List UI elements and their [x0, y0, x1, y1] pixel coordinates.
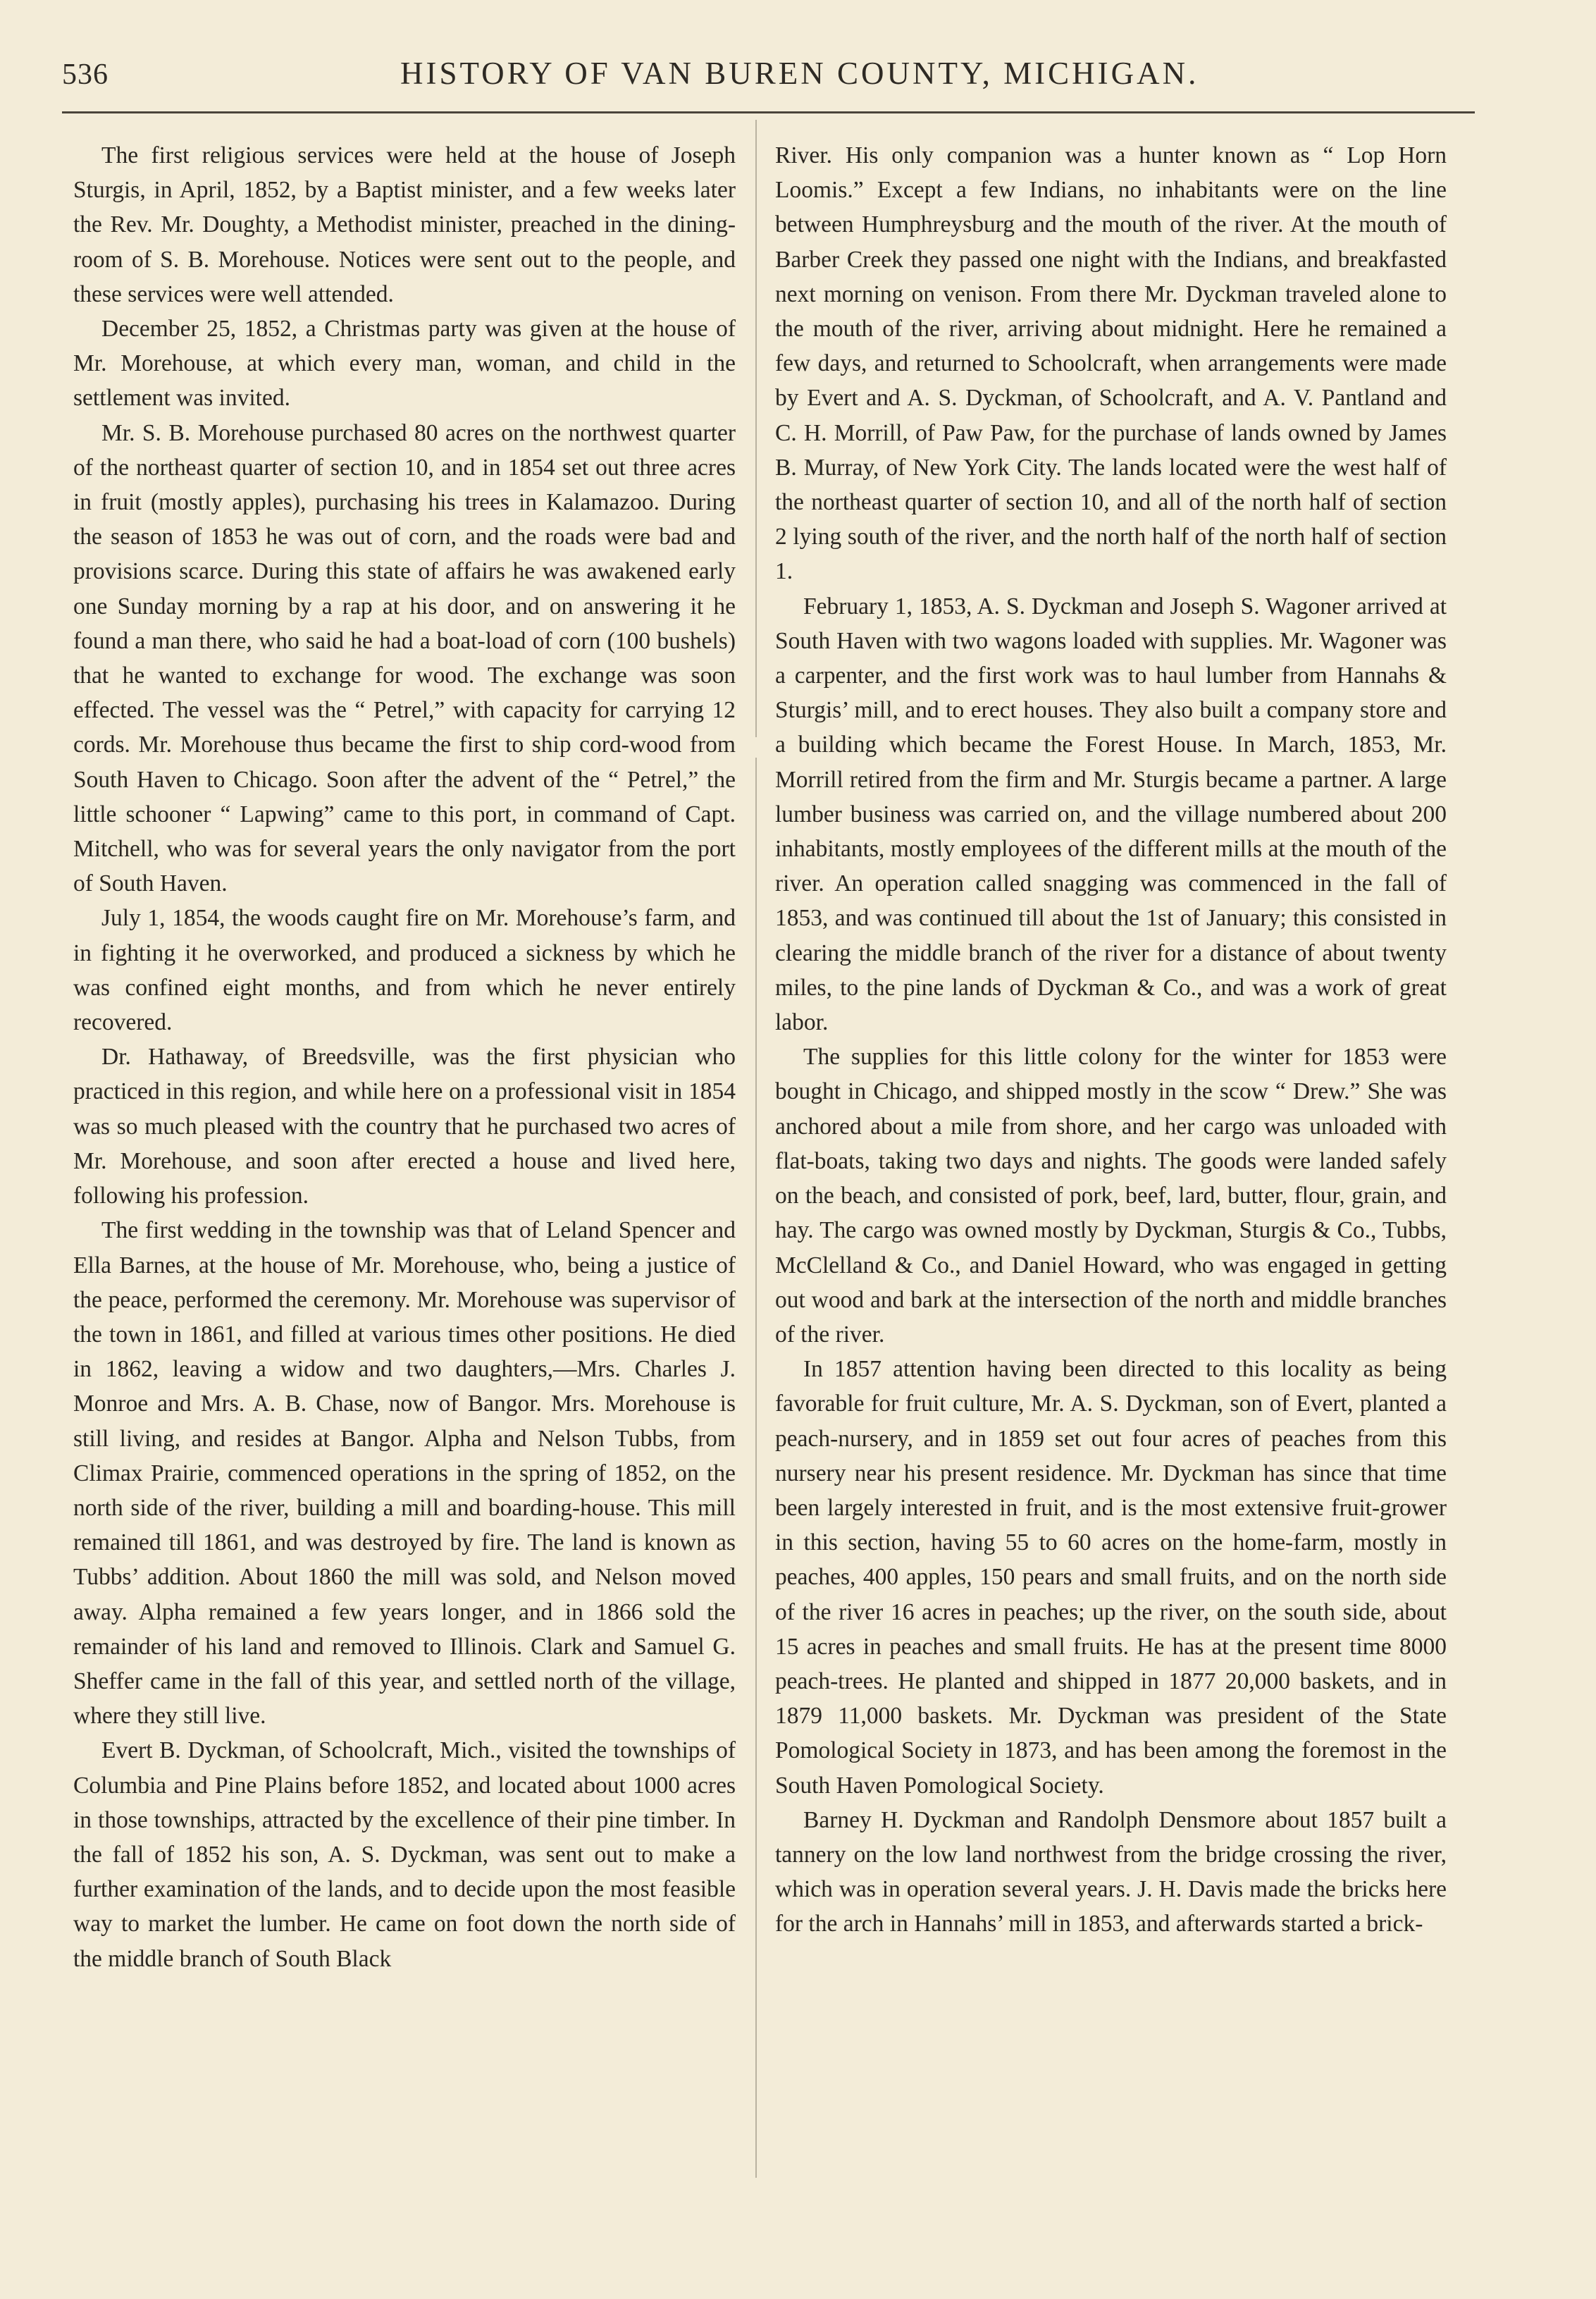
- paragraph: Mr. S. B. Morehouse purchased 80 acres on the northwest quarter of the northeast quarter of section 10, and in 1854 set out three acres in fruit (mostly apples), purchasing his trees in Kalamazoo. During the season of 1853 he was out of corn, and the roads were bad and provisions scarce. During this state of affairs he was awakened early one Sunday morning by a rap at his door, and on answering it he found a man there, who said he had a boat-load of corn (100 bushels) that he wanted to exchange for wood. The exchange was soon effected. The vessel was the “ Petrel,” with capacity for carrying 12 cords. Mr. Morehouse thus became the first to ship cord-wood from South Haven to Chicago. Soon after the advent of the “ Petrel,” the little schooner “ Lapwing” came to this port, in command of Capt. Mitchell, who was for several years the only navigator from the port of South Haven.: [73, 419, 736, 897]
- header-rule: [62, 111, 1475, 113]
- paragraph: Dr. Hathaway, of Breedsville, was the first physician who practiced in this region, and while here on a professional visit in 1854 was so much pleased with the country that he purchased two acres of Mr. Morehouse, and soon after erected a house and lived here, following his profession.: [73, 1044, 736, 1209]
- running-title: HISTORY OF VAN BUREN COUNTY, MICHIGAN.: [400, 56, 1199, 91]
- column-divider: [755, 120, 757, 2178]
- paragraph: River. His only companion was a hunter known as “ Lop Horn Loomis.” Except a few Indians, no inhabitants were on the line between Humphreysburg and the mouth of the river. At the mouth of Barber Creek they passed one night with the Indians, and breakfasted next morning on venison. From there Mr. Dyckman traveled alone to the mouth of the river, arriving about midnight. Here he remained a few days, and returned to Schoolcraft, when arrangements were made by Evert and A. S. Dyckman, of Schoolcraft, and A. V. Pantland and C. H. Morrill, of Paw Paw, for the purchase of lands owned by James B. Murray, of New York City. The lands located were the west half of the northeast quarter of section 10, and all of the north half of section 2 lying south of the river, and the north half of the north half of section 1.: [775, 142, 1447, 585]
- paragraph: In 1857 attention having been directed to this locality as being favorable for fruit culture, Mr. A. S. Dyckman, son of Evert, planted a peach-nursery, and in 1859 set out four acres of peaches from this nursery near his present residence. Mr. Dyckman has since that time been largely interested in fruit, and is the most extensive fruit-grower in this section, having 55 to 60 acres on the home-farm, mostly in peaches, 400 apples, 150 pears and small fruits, and on the north side of the river 16 acres in peaches; up the river, on the south side, about 15 acres in peaches and small fruits. He has at the present time 8000 peach-trees. He planted and shipped in 1877 20,000 baskets, and in 1879 11,000 baskets. Mr. Dyckman was president of the State Pomological Society in 1873, and has been among the foremost in the South Haven Pomological Society.: [775, 1356, 1447, 1799]
- page-header: [62, 55, 1478, 97]
- paragraph: The first religious services were held at the house of Joseph Sturgis, in April, 1852, by a Baptist minister, and a few weeks later the Rev. Mr. Doughty, a Methodist minister, preached in the dining-room of S. B. Morehouse. Notices were sent out to the people, and these services were well attended.: [73, 142, 736, 307]
- paragraph: The first wedding in the township was that of Leland Spencer and Ella Barnes, at the house of Mr. Morehouse, who, being a justice of the peace, performed the ceremony. Mr. Morehouse was supervisor of the town in 1861, and filled at various times other positions. He died in 1862, leaving a widow and two daughters,—Mrs. Charles J. Monroe and Mrs. A. B. Chase, now of Bangor. Mrs. Morehouse is still living, and resides at Bangor. Alpha and Nelson Tubbs, from Climax Prairie, commenced operations in the spring of 1852, on the north side of the river, building a mill and boarding-house. This mill remained till 1861, and was destroyed by fire. The land is known as Tubbs’ addition. About 1860 the mill was sold, and Nelson moved away. Alpha remained a few years longer, and in 1866 sold the remainder of his land and removed to Illinois. Clark and Samuel G. Sheffer came in the fall of this year, and settled north of the village, where they still live.: [73, 1217, 736, 1730]
- right-column: [775, 138, 1447, 1942]
- paragraph: July 1, 1854, the woods caught fire on Mr. Morehouse’s farm, and in fighting it he overworked, and produced a sickness by which he was confined eight months, and from which he never entirely recovered.: [73, 905, 736, 1036]
- page-number: 536: [62, 58, 109, 91]
- paragraph: Barney H. Dyckman and Randolph Densmore about 1857 built a tannery on the low land northwest from the bridge crossing the river, which was in operation several years. J. H. Davis made the bricks here for the arch in Hannahs’ mill in 1853, and afterwards started a brick-: [775, 1806, 1447, 1937]
- paragraph: The supplies for this little colony for the winter for 1853 were bought in Chicago, and shipped mostly in the scow “ Drew.” She was anchored about a mile from shore, and her cargo was unloaded with flat-boats, taking two days and nights. The goods were landed safely on the beach, and consisted of pork, beef, lard, butter, flour, grain, and hay. The cargo was owned mostly by Dyckman, Sturgis & Co., Tubbs, McClelland & Co., and Daniel Howard, who was engaged in getting out wood and bark at the intersection of the north and middle branches of the river.: [775, 1044, 1447, 1348]
- paragraph: Evert B. Dyckman, of Schoolcraft, Mich., visited the townships of Columbia and Pine Plains before 1852, and located about 1000 acres in those townships, attracted by the excellence of their pine timber. In the fall of 1852 his son, A. S. Dyckman, was sent out to make a further examination of the lands, and to decide upon the most feasible way to market the lumber. He came on foot down the north side of the middle branch of South Black: [73, 1737, 736, 1972]
- paragraph: February 1, 1853, A. S. Dyckman and Joseph S. Wagoner arrived at South Haven with two wagons loaded with supplies. Mr. Wagoner was a carpenter, and the first work was to haul lumber from Hannahs & Sturgis’ mill, and to erect houses. They also built a company store and a building which became the Forest House. In March, 1853, Mr. Morrill retired from the firm and Mr. Sturgis became a partner. A large lumber business was carried on, and the village numbered about 200 inhabitants, mostly employees of the different mills at the mouth of the river. An operation called snagging was commenced in the fall of 1853, and was continued till about the 1st of January; this consisted in clearing the middle branch of the river for a distance of about twenty miles, to the pine lands of Dyckman & Co., and was a work of great labor.: [775, 593, 1447, 1036]
- paragraph: December 25, 1852, a Christmas party was given at the house of Mr. Morehouse, at which every man, woman, and child in the settlement was invited.: [73, 316, 736, 412]
- left-column: [73, 138, 736, 1976]
